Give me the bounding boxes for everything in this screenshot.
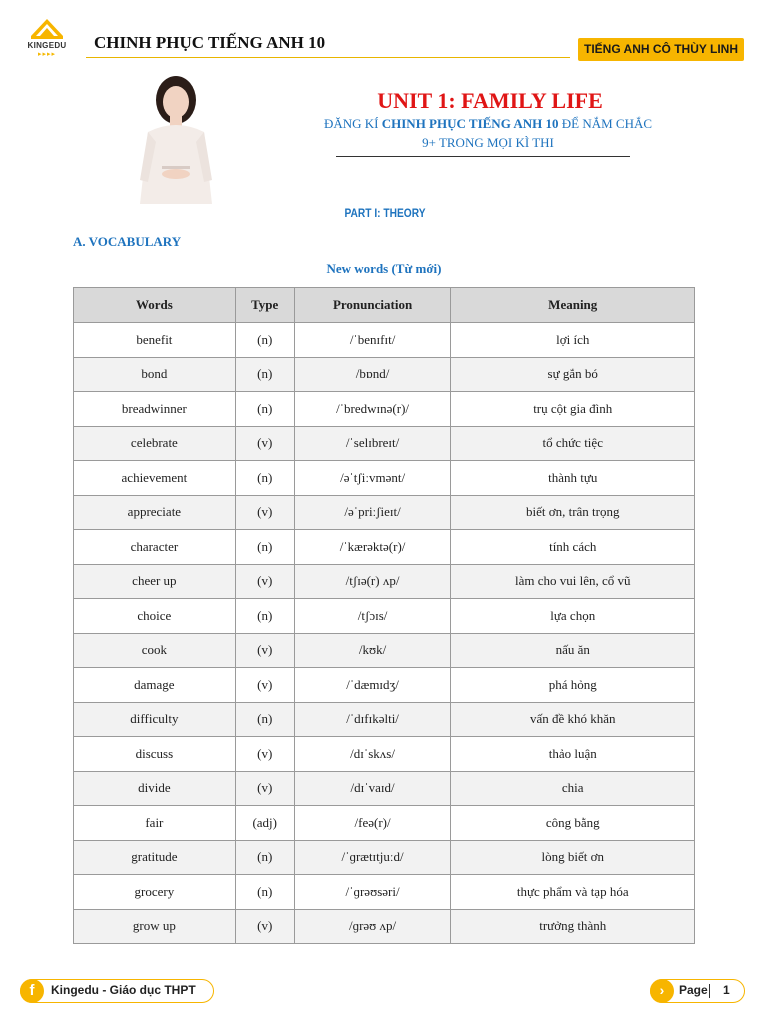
cell-pronunciation: /ˈɡrætɪtjuːd/	[294, 840, 451, 875]
logo-text: KINGEDU	[27, 41, 67, 50]
cell-word: benefit	[74, 323, 236, 358]
cell-word: achievement	[74, 461, 236, 496]
cell-word: choice	[74, 599, 236, 634]
cell-type: (n)	[235, 875, 294, 910]
cell-type: (n)	[235, 323, 294, 358]
cell-meaning: chia	[451, 771, 695, 806]
table-row	[74, 357, 695, 392]
cell-meaning: làm cho vui lên, cổ vũ	[451, 564, 695, 599]
cell-type: (n)	[235, 461, 294, 496]
cell-type: (n)	[235, 599, 294, 634]
cell-meaning: thảo luận	[451, 737, 695, 772]
cell-pronunciation: /ˈdɪfɪkəlti/	[294, 702, 451, 737]
cell-word: cheer up	[74, 564, 236, 599]
cell-type: (v)	[235, 771, 294, 806]
promo-underline	[336, 156, 630, 157]
cell-type: (n)	[235, 840, 294, 875]
page-indicator	[650, 979, 745, 1003]
table-header-row	[74, 288, 695, 323]
cell-pronunciation: /bɒnd/	[294, 357, 451, 392]
cell-word: difficulty	[74, 702, 236, 737]
footer-brand[interactable]	[20, 979, 214, 1003]
table-row	[74, 564, 695, 599]
cell-word: cook	[74, 633, 236, 668]
page-number: 1	[723, 983, 730, 997]
cell-pronunciation: /tʃɪə(r) ʌp/	[294, 564, 451, 599]
page-label: Page	[679, 983, 708, 997]
cell-type: (v)	[235, 426, 294, 461]
cell-pronunciation: /ˈbredwɪnə(r)/	[294, 392, 451, 427]
table-row	[74, 426, 695, 461]
cell-meaning: trụ cột gia đình	[451, 392, 695, 427]
cell-word: grocery	[74, 875, 236, 910]
cell-pronunciation: /dɪˈvaɪd/	[294, 771, 451, 806]
cell-pronunciation: /ˈɡrəʊsəri/	[294, 875, 451, 910]
cell-meaning: sự gắn bó	[451, 357, 695, 392]
chevron-right-icon: ›	[650, 979, 674, 1003]
table-row	[74, 806, 695, 841]
table-row	[74, 530, 695, 565]
header-pronunciation: Pronunciation	[294, 288, 451, 323]
table-row	[74, 875, 695, 910]
facebook-icon: f	[20, 979, 44, 1003]
cell-pronunciation: /ˈselɪbreɪt/	[294, 426, 451, 461]
logo-decoration: ▸▸▸▸	[37, 50, 57, 58]
crown-logo-icon	[27, 16, 67, 40]
cell-pronunciation: /feə(r)/	[294, 806, 451, 841]
unit-title: UNIT 1: FAMILY LIFE	[377, 88, 603, 113]
cell-type: (v)	[235, 737, 294, 772]
cell-pronunciation: /əˈtʃiːvmənt/	[294, 461, 451, 496]
table-caption: New words (Từ mới)	[326, 261, 442, 276]
table-row	[74, 702, 695, 737]
cell-pronunciation: /tʃɔɪs/	[294, 599, 451, 634]
cell-pronunciation: /əˈpriːʃieɪt/	[294, 495, 451, 530]
cell-meaning: phá hỏng	[451, 668, 695, 703]
cell-word: bond	[74, 357, 236, 392]
table-row	[74, 599, 695, 634]
cell-word: grow up	[74, 909, 236, 944]
table-row	[74, 495, 695, 530]
table-row	[74, 771, 695, 806]
cell-type: (adj)	[235, 806, 294, 841]
cell-type: (v)	[235, 633, 294, 668]
promo-text	[268, 114, 708, 152]
cell-word: discuss	[74, 737, 236, 772]
header-words: Words	[74, 288, 236, 323]
kingedu-logo	[22, 16, 72, 64]
cell-meaning: biết ơn, trân trọng	[451, 495, 695, 530]
cell-meaning: tổ chức tiệc	[451, 426, 695, 461]
cell-word: damage	[74, 668, 236, 703]
promo-line-2: 9+ TRONG MỌI KÌ THI	[422, 135, 554, 150]
vocabulary-heading: A. VOCABULARY	[73, 234, 182, 249]
cell-word: breadwinner	[74, 392, 236, 427]
teacher-badge: TIẾNG ANH CÔ THÙY LINH	[578, 38, 744, 61]
cell-word: appreciate	[74, 495, 236, 530]
header-meaning: Meaning	[451, 288, 695, 323]
promo-course-name: CHINH PHỤC TIẾNG ANH 10	[381, 116, 559, 131]
table-row	[74, 323, 695, 358]
cell-type: (n)	[235, 530, 294, 565]
table-body	[74, 323, 695, 944]
cell-pronunciation: /ˈkærəktə(r)/	[294, 530, 451, 565]
cell-pronunciation: /ɡrəʊ ʌp/	[294, 909, 451, 944]
cell-meaning: trưởng thành	[451, 909, 695, 944]
cell-pronunciation: /ˈbenɪfɪt/	[294, 323, 451, 358]
table-row	[74, 392, 695, 427]
cell-pronunciation: /ˈdæmɪdʒ/	[294, 668, 451, 703]
teacher-photo	[128, 70, 224, 204]
promo-suffix: ĐỂ NẮM CHẮC	[558, 116, 653, 131]
vocabulary-table	[73, 287, 695, 944]
cell-word: character	[74, 530, 236, 565]
header-divider	[86, 57, 570, 58]
cell-meaning: thực phẩm và tạp hóa	[451, 875, 695, 910]
cell-meaning: công bằng	[451, 806, 695, 841]
cell-word: celebrate	[74, 426, 236, 461]
table-row	[74, 668, 695, 703]
course-title: CHINH PHỤC TIẾNG ANH 10	[94, 33, 326, 52]
promo-prefix: ĐĂNG KÍ	[323, 116, 382, 131]
table-row	[74, 840, 695, 875]
part-title: PART I: THEORY	[344, 206, 426, 220]
table-row	[74, 909, 695, 944]
cell-type: (v)	[235, 495, 294, 530]
cell-type: (n)	[235, 392, 294, 427]
cell-type: (n)	[235, 702, 294, 737]
table-row	[74, 461, 695, 496]
cell-word: divide	[74, 771, 236, 806]
cell-pronunciation: /dɪˈskʌs/	[294, 737, 451, 772]
cell-type: (v)	[235, 564, 294, 599]
table-row	[74, 737, 695, 772]
footer-brand-text: Kingedu - Giáo dục THPT	[51, 983, 196, 997]
cell-meaning: thành tựu	[451, 461, 695, 496]
cell-type: (v)	[235, 668, 294, 703]
cell-word: gratitude	[74, 840, 236, 875]
cell-meaning: nấu ăn	[451, 633, 695, 668]
cell-meaning: vấn đề khó khăn	[451, 702, 695, 737]
cell-pronunciation: /kʊk/	[294, 633, 451, 668]
header-type: Type	[235, 288, 294, 323]
cell-word: fair	[74, 806, 236, 841]
table-row	[74, 633, 695, 668]
cell-type: (n)	[235, 357, 294, 392]
cell-type: (v)	[235, 909, 294, 944]
cell-meaning: tính cách	[451, 530, 695, 565]
cell-meaning: lựa chọn	[451, 599, 695, 634]
page-separator	[709, 984, 710, 998]
cell-meaning: lòng biết ơn	[451, 840, 695, 875]
cell-meaning: lợi ích	[451, 323, 695, 358]
